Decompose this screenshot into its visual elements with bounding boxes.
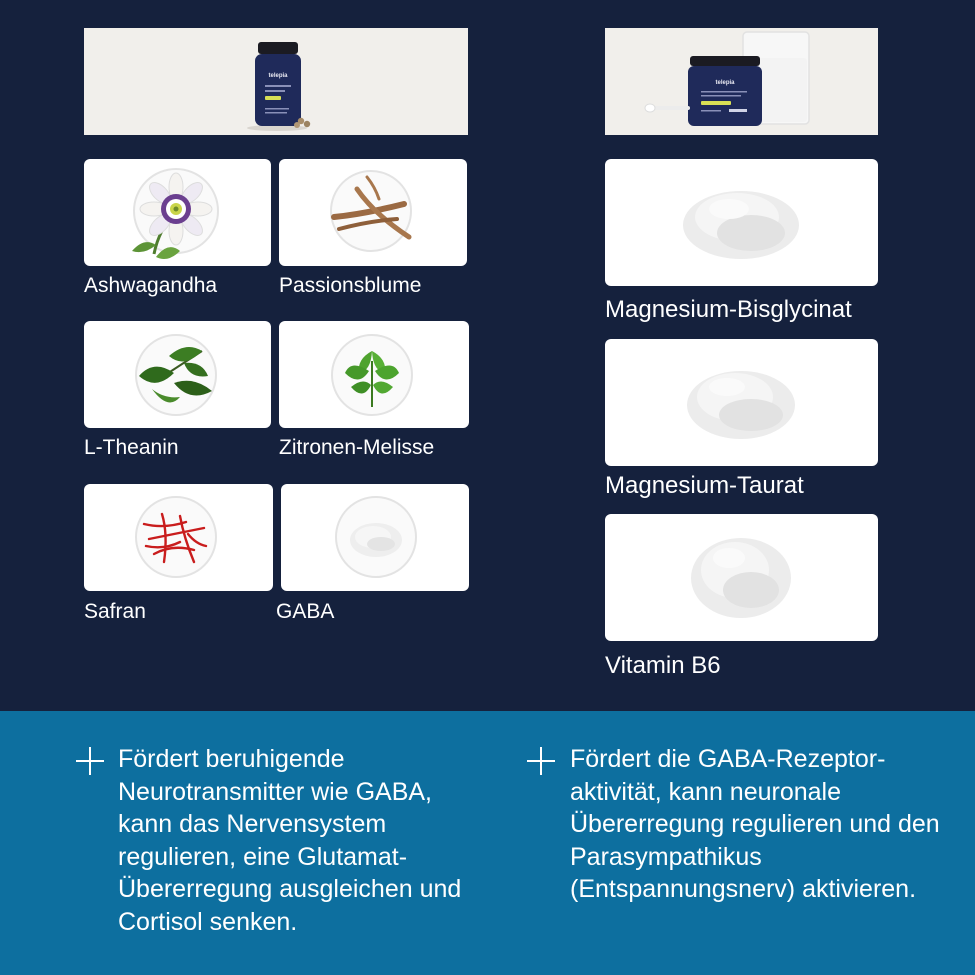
ingredient-card-vitamin-b6 bbox=[605, 514, 878, 641]
ingredient-label-passionsblume: Passionsblume bbox=[279, 274, 422, 297]
ingredient-label-vitamin-b6: Vitamin B6 bbox=[605, 652, 721, 679]
benefit-text-right: Fördert die GABA-Rezeptor-aktivität, kann neuronale Übererregung regulieren und den Parasympathikus (Entspannungsnerv) aktivieren. bbox=[570, 745, 940, 903]
ingredient-label-magnesium-bisglycinat: Magnesium-Bisglycinat bbox=[605, 296, 852, 323]
ingredient-label-magnesium-taurat: Magnesium-Taurat bbox=[605, 472, 804, 499]
ingredient-card-zitronen-melisse bbox=[279, 321, 469, 428]
ingredient-label-zitronen-melisse: Zitronen-Melisse bbox=[279, 436, 435, 459]
benefit-text-left: Fördert beruhigende Neurotransmitter wie GABA, kann das Nervensystem regulieren, eine Glutamat-Übererregung ausgleichen und Cortisol senken. bbox=[118, 745, 462, 936]
ingredient-label-ashwagandha: Ashwagandha bbox=[84, 274, 218, 297]
ingredient-label-gaba: GABA bbox=[276, 600, 335, 623]
ingredient-card-safran bbox=[84, 484, 273, 591]
ingredient-card-magnesium-taurat bbox=[605, 339, 878, 466]
ingredient-card-l-theanin bbox=[84, 321, 271, 428]
plus-icon bbox=[76, 747, 104, 775]
benefits-section bbox=[0, 711, 975, 975]
ingredient-card-passionsblume bbox=[279, 159, 467, 266]
product-brand-left: telepia bbox=[268, 73, 288, 79]
ingredient-label-l-theanin: L-Theanin bbox=[84, 436, 179, 459]
product-image-powder bbox=[605, 28, 878, 135]
product-image-capsules bbox=[84, 28, 468, 135]
ingredient-label-safran: Safran bbox=[84, 600, 146, 623]
plus-icon bbox=[527, 747, 555, 775]
ingredient-card-gaba bbox=[281, 484, 469, 591]
product-brand-right: telepia bbox=[715, 80, 735, 86]
ingredient-card-magnesium-bisglycinat bbox=[605, 159, 878, 286]
ingredient-card-ashwagandha bbox=[84, 159, 271, 266]
